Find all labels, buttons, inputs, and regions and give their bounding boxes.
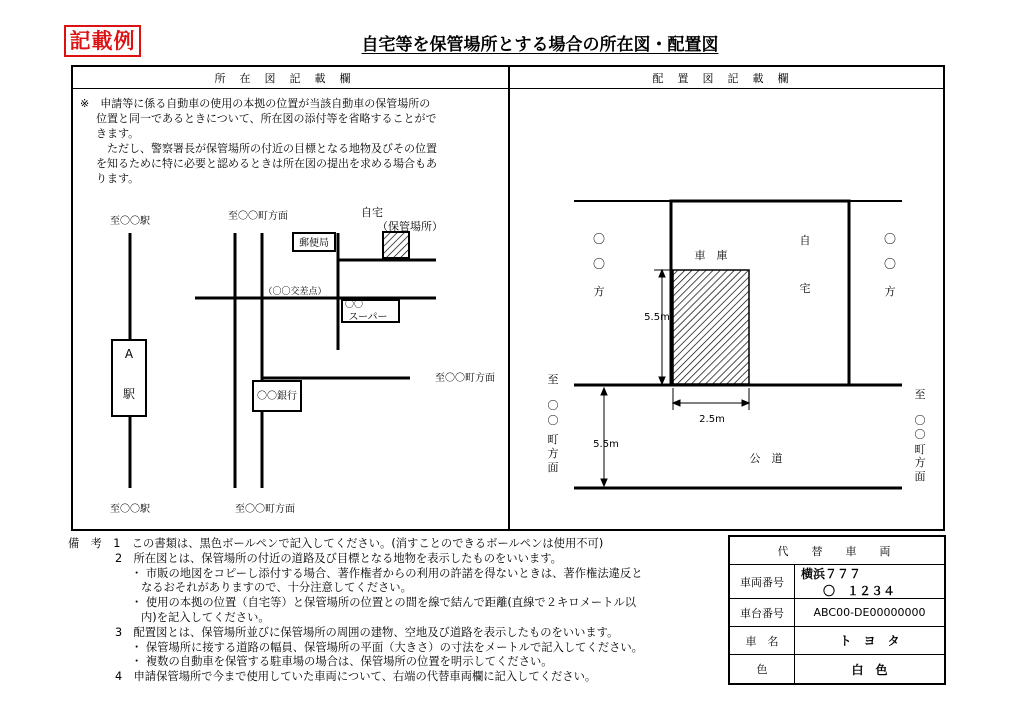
- right-dir-2: 〇: [883, 257, 897, 271]
- left-town-4: 町: [547, 433, 559, 446]
- left-town-2: 〇: [547, 399, 559, 412]
- color-label: 色: [730, 655, 795, 683]
- label-storage: （保管場所）: [377, 220, 443, 233]
- label-station-eki: 駅: [122, 387, 136, 401]
- remark-line: ・ 保管場所に接する道路の幅員、保管場所の平面（大きさ）の寸法をメートルで記入してください。: [131, 640, 643, 654]
- right-town-4: 町: [914, 443, 926, 456]
- label-town-right: 至〇〇町方面: [435, 373, 495, 384]
- left-dir-2: 〇: [592, 257, 606, 271]
- label-super-1: 〇〇: [344, 300, 364, 310]
- color-row: [730, 655, 944, 683]
- right-town-2: 〇: [914, 414, 926, 427]
- storage-location: [383, 232, 409, 258]
- remark-line: 2 所在図とは、保管場所の付近の道路及び目標となる地物を表示したものをいいます。: [115, 551, 562, 565]
- remark-line: なるおそれがありますので、十分注意してください。: [141, 581, 412, 595]
- remark-line: 3 配置図とは、保管場所並びに保管場所の周囲の建物、空地及び道路を表示したものをいいます。: [115, 625, 619, 639]
- name-value[interactable]: ト ヨ タ: [839, 634, 900, 648]
- note-line: ただし、警察署長が保管場所の付近の目標となる地物及びその位置: [96, 142, 437, 155]
- label-station-top: 至〇〇駅: [110, 216, 150, 227]
- label-super-2: スーパー: [348, 312, 388, 323]
- right-town-5: 方: [914, 456, 926, 469]
- left-town-1: 至: [547, 373, 559, 386]
- color-value[interactable]: 白 色: [851, 662, 888, 677]
- name-label: 車 名: [730, 627, 795, 654]
- plate-line-2: 〇 １２３４: [823, 583, 896, 598]
- label-home-1: 自: [799, 234, 811, 247]
- remark-line: ・ 市販の地図をコピーし添付する場合、著作権者からの利用の許諾を得ないときは、著作権法違反と: [131, 566, 643, 580]
- note-line: 位置と同一であるときについて、所在図の添付等を省略することがで: [96, 112, 437, 125]
- chassis-value[interactable]: ABC00-DE00000000: [813, 606, 926, 619]
- remark-line: ・ 使用の本拠の位置（自宅等）と保管場所の位置との間を線で結んで距離(直線で２キロメートル以: [131, 596, 637, 610]
- right-town-3: 〇: [914, 428, 926, 441]
- plate-label: 車両番号: [730, 565, 795, 598]
- right-town-6: 面: [914, 470, 926, 483]
- left-town-3: 〇: [547, 414, 559, 427]
- chassis-row: [730, 599, 944, 627]
- remark-line: 4 申請保管場所で今まで使用していた車両について、右端の代替車両欄に記入してください。: [115, 670, 597, 684]
- remarks: [68, 537, 728, 685]
- vehicle-header: 代 替 車 両: [777, 544, 897, 558]
- label-garage: 車 庫: [694, 249, 728, 262]
- label-town-top: 至〇〇町方面: [228, 211, 288, 222]
- remark-line: 備 考 1 この書類は、黒色ボールペンで記入してください。(消すことのできるボールペンは使用不可): [68, 537, 604, 550]
- name-row: [730, 627, 944, 655]
- left-town-6: 面: [547, 461, 559, 474]
- label-depth: 5.5m: [644, 312, 670, 323]
- label-post-office: 郵便局: [299, 238, 329, 249]
- remarks-label: 備 考: [68, 537, 102, 550]
- plate-value[interactable]: [795, 565, 944, 598]
- page-title: 自宅等を保管場所とする場合の所在図・配置図: [361, 35, 719, 55]
- plate-line-1: 横浜７７７: [801, 566, 862, 581]
- note-line: を知るために特に必要と認めるときは所在図の提出を求める場合もあ: [96, 157, 437, 170]
- layout-map-header: 配置図記載欄: [652, 72, 803, 85]
- location-map: [130, 233, 436, 488]
- right-dir-1: 〇: [883, 232, 897, 246]
- vehicle-header-row: [730, 537, 944, 565]
- label-bank: 〇〇銀行: [257, 391, 297, 402]
- label-home: 自宅: [361, 206, 383, 219]
- sample-stamp: 記載例: [64, 25, 141, 57]
- remark-line: 内)を記入してください。: [141, 610, 270, 624]
- label-town-bottom: 至〇〇町方面: [235, 504, 295, 515]
- label-station-bottom: 至〇〇駅: [110, 504, 150, 515]
- left-dir-3: 方: [593, 285, 605, 298]
- right-dir-3: 方: [884, 285, 896, 298]
- left-dir-1: 〇: [592, 232, 606, 246]
- chassis-label: 車台番号: [730, 599, 795, 626]
- right-town-1: 至: [914, 388, 926, 401]
- replacement-vehicle-table: [728, 535, 946, 685]
- garage-space: [673, 270, 749, 384]
- note-line: ります。: [96, 172, 140, 185]
- remark-line: ・ 複数の自動車を保管する駐車場の場合は、保管場所の位置を明示してください。: [131, 655, 553, 669]
- label-intersection: （〇〇交差点）: [263, 287, 327, 297]
- label-road: 公 道: [749, 452, 783, 465]
- note-line: ※ 申請等に係る自動車の使用の本拠の位置が当該自動車の保管場所の: [80, 97, 431, 110]
- location-map-header: 所在図記載欄: [214, 72, 365, 85]
- label-station-a: A: [124, 347, 134, 361]
- label-road-width: 5.5m: [593, 439, 619, 450]
- note-line: きます。: [96, 127, 140, 140]
- label-home-2: 宅: [799, 282, 811, 295]
- plate-row: [730, 565, 944, 599]
- left-town-5: 方: [547, 447, 559, 460]
- label-width: 2.5m: [699, 414, 725, 425]
